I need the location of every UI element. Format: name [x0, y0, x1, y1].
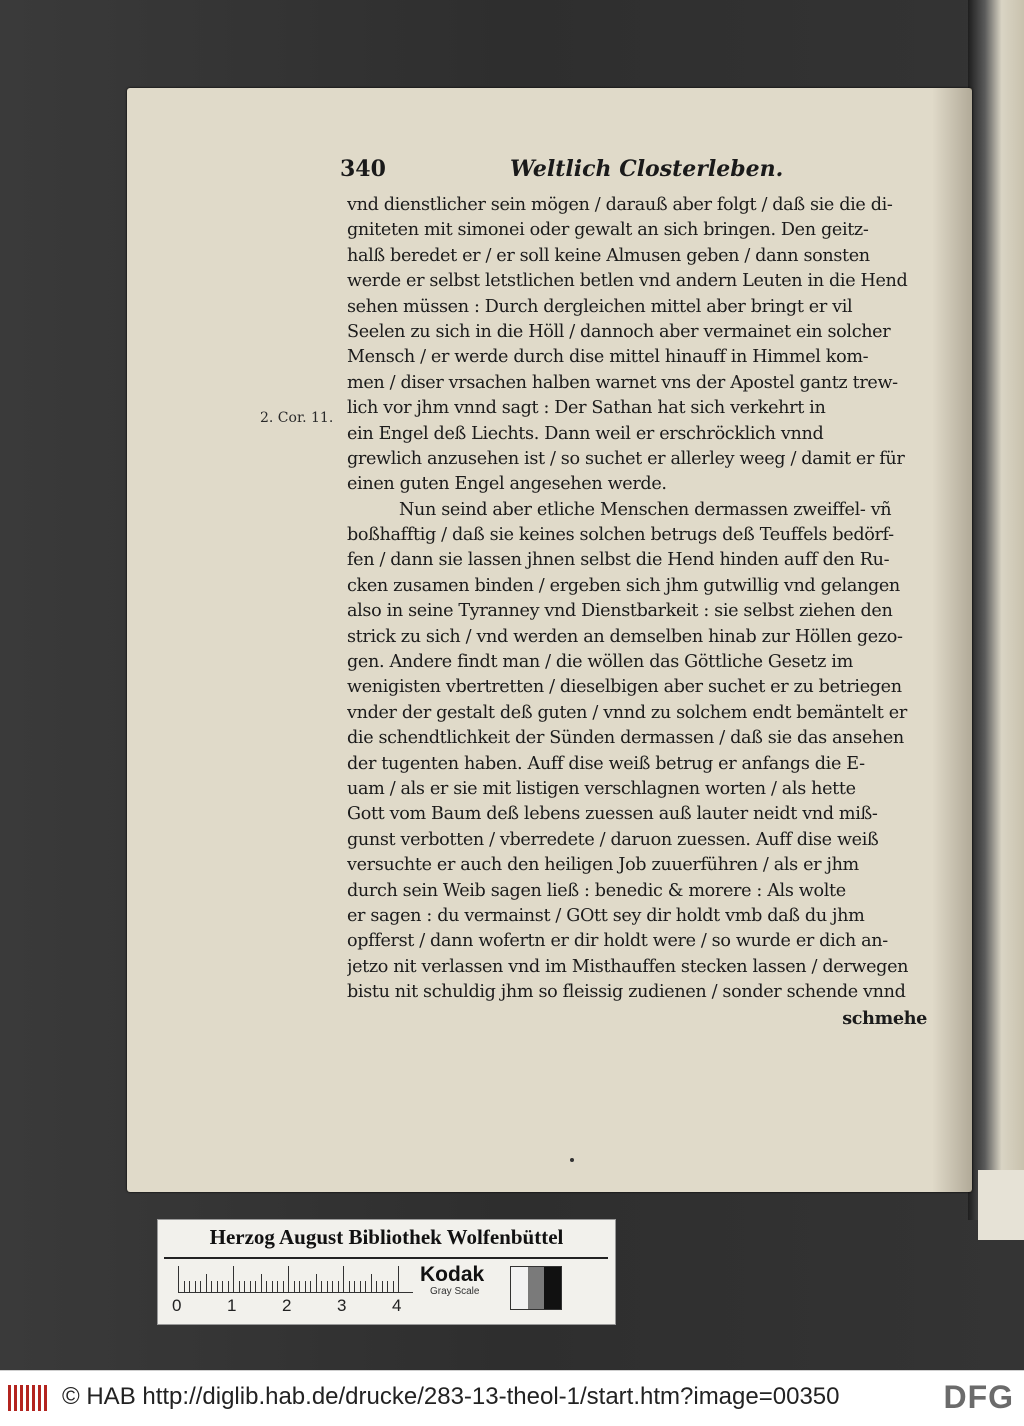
text-line: uam / als er sie mit listigen verschlagnen worten / als hette [347, 778, 856, 799]
ruler-tick [255, 1281, 256, 1292]
text-line: gen. Andere findt man / die wöllen das Göttliche Gesetz im [347, 652, 853, 673]
ruler-tick [316, 1274, 317, 1292]
text-line: cken zusamen binden / ergeben sich jhm gutwillig vnd gelangen [347, 575, 900, 596]
ruler-tick [200, 1281, 201, 1292]
ruler-tick [250, 1281, 251, 1292]
ruler-tick [332, 1281, 333, 1292]
dfg-logo: DFG [943, 1379, 1014, 1415]
ruler-tick [327, 1281, 328, 1292]
ruler-tick [184, 1281, 185, 1292]
ruler-tick [294, 1281, 295, 1292]
ruler-tick [189, 1281, 190, 1292]
text-line: ein Engel deß Liechts. Dann weil er erschröcklich vnnd [347, 423, 824, 444]
barcode-icon [8, 1385, 48, 1411]
text-line: halß beredet er / er soll keine Almusen geben / dann sonsten [347, 245, 870, 266]
text-line: vnder der gestalt deß guten / vnnd zu solchem endt bemäntelt er [347, 702, 907, 723]
running-title: Weltlich Closterleben. [510, 156, 784, 182]
ruler-tick [349, 1281, 350, 1292]
text-line: also in seine Tyranney vnd Dienstbarkeit : sie selbst ziehen den [347, 601, 893, 622]
text-line: wenigisten vbertretten / dieselbigen aber suchet er zu betriegen [347, 677, 902, 698]
ruler-tick [321, 1281, 322, 1292]
marginal-note: 2. Cor. 11. [260, 410, 334, 426]
text-line: sehen müssen : Durch dergleichen mittel aber bringt er vil [347, 296, 853, 317]
ruler-tick [299, 1281, 300, 1292]
text-line: versuchte er auch den heiligen Job zuuerführen / als er jhm [347, 855, 859, 876]
gray-patch-white [511, 1267, 528, 1309]
text-line: bistu nit schuldig jhm so fleissig zudienen / sonder schende vnnd [347, 982, 906, 1003]
text-line: er sagen : du vermainst / GOtt sey dir holdt vmb daß du jhm [347, 905, 865, 926]
ruler-tick [393, 1281, 394, 1292]
card-divider [164, 1257, 608, 1259]
kodak-logo: Kodak [420, 1263, 485, 1286]
text-line: einen guten Engel angesehen werde. [347, 474, 667, 495]
ruler-tick [376, 1281, 377, 1292]
text-line: opfferst / dann wofertn er dir holdt were / so wurde er dich an- [347, 931, 888, 952]
footer-credit-link[interactable]: © HAB http://diglib.hab.de/drucke/283-13-theol-1/start.htm?image=00350 [62, 1383, 840, 1410]
ruler-tick [195, 1281, 196, 1292]
text-line: vnd dienstlicher sein mögen / darauß aber folgt / daß sie die di- [347, 195, 893, 215]
text-line: boßhafftig / daß sie keines solchen betrugs deß Teuffels bedörf- [347, 525, 894, 546]
ruler-tick [360, 1281, 361, 1292]
text-line: grewlich anzusehen ist / so suchet er allerley weeg / damit er für [347, 448, 905, 469]
ruler-tick [343, 1266, 344, 1292]
ruler-tick [239, 1281, 240, 1292]
ruler-tick [371, 1274, 372, 1292]
text-line: fen / dann sie lassen jhnen selbst die Hend hinden auff den Ru- [347, 550, 890, 571]
text-line: men / diser vrsachen halben warnet vns der Apostel gantz trew- [347, 372, 898, 393]
ruler-tick [178, 1266, 179, 1292]
catchword: schmehe [842, 1007, 927, 1029]
kodak-gray-scale-label: Gray Scale [430, 1286, 480, 1297]
ruler-number: 4 [392, 1296, 402, 1315]
scale-ruler [178, 1264, 413, 1293]
ruler-number: 2 [282, 1296, 292, 1315]
ruler-tick [233, 1266, 234, 1292]
text-line: der tugenten haben. Auff dise weiß betrug er anfangs die E- [347, 753, 865, 774]
gray-patch-black [544, 1267, 561, 1309]
ruler-tick [398, 1266, 399, 1292]
text-line: Mensch / er werde durch dise mittel hinauff in Himmel kom- [347, 347, 869, 368]
library-color-card [157, 1219, 616, 1325]
ruler-tick [244, 1281, 245, 1292]
ruler-number: 0 [172, 1296, 182, 1315]
book-page [127, 88, 972, 1192]
ruler-tick [288, 1266, 289, 1292]
ruler-tick [305, 1281, 306, 1292]
body-text [347, 193, 927, 1031]
text-line: Nun seind aber etliche Menschen dermassen zweiffel- vñ [399, 499, 892, 520]
ruler-tick [222, 1281, 223, 1292]
gray-scale-patches [510, 1266, 562, 1310]
library-name: Herzog August Bibliothek Wolfenbüttel [209, 1225, 564, 1249]
ruler-tick [387, 1281, 388, 1292]
running-head [340, 156, 860, 188]
ruler-tick [261, 1274, 262, 1292]
gray-patch-mid [528, 1267, 545, 1309]
ruler-tick [365, 1281, 366, 1292]
ruler-tick [228, 1281, 229, 1292]
text-line: strick zu sich / vnd werden an demselben hinab zur Höllen gezo- [347, 626, 903, 647]
adjacent-page-corner [978, 1170, 1024, 1240]
ruler-tick [211, 1281, 212, 1292]
ruler-number: 3 [337, 1296, 347, 1315]
ruler-tick [310, 1281, 311, 1292]
ruler-tick [266, 1281, 267, 1292]
ruler-tick [283, 1281, 284, 1292]
page-number: 340 [340, 156, 386, 182]
text-line: gunst verbotten / vberredete / daruon zuessen. Auff dise weiß [347, 829, 879, 850]
viewer-footer [0, 1370, 1024, 1426]
text-line: Gott vom Baum deß lebens zuessen auß lauter neidt vnd miß- [347, 804, 878, 825]
ruler-tick [277, 1281, 278, 1292]
ruler-tick [217, 1281, 218, 1292]
ruler-number: 1 [227, 1296, 237, 1315]
text-line: jetzo nit verlassen vnd im Misthauffen stecken lassen / derwegen [347, 956, 909, 977]
ink-spot [570, 1158, 574, 1162]
text-line: die schendtlichkeit der Sünden dermassen / daß sie das ansehen [347, 728, 904, 749]
ruler-tick [382, 1281, 383, 1292]
text-line: durch sein Weib sagen ließ : benedic & morere : Als wolte [347, 880, 846, 901]
text-line: werde er selbst letstlichen betlen vnd andern Leuten in die Hend [347, 271, 908, 292]
adjacent-page-edge [968, 0, 1024, 1220]
text-line: gniteten mit simonei oder gewalt an sich bringen. Den geitz- [347, 220, 869, 241]
ruler-tick [206, 1274, 207, 1292]
text-line: Seelen zu sich in die Höll / dannoch aber vermainet ein solcher [347, 321, 891, 342]
ruler-tick [354, 1281, 355, 1292]
text-line: lich vor jhm vnnd sagt : Der Sathan hat sich verkehrt in [347, 398, 826, 419]
ruler-tick [338, 1281, 339, 1292]
ruler-numbers [172, 1296, 432, 1316]
ruler-tick [272, 1281, 273, 1292]
